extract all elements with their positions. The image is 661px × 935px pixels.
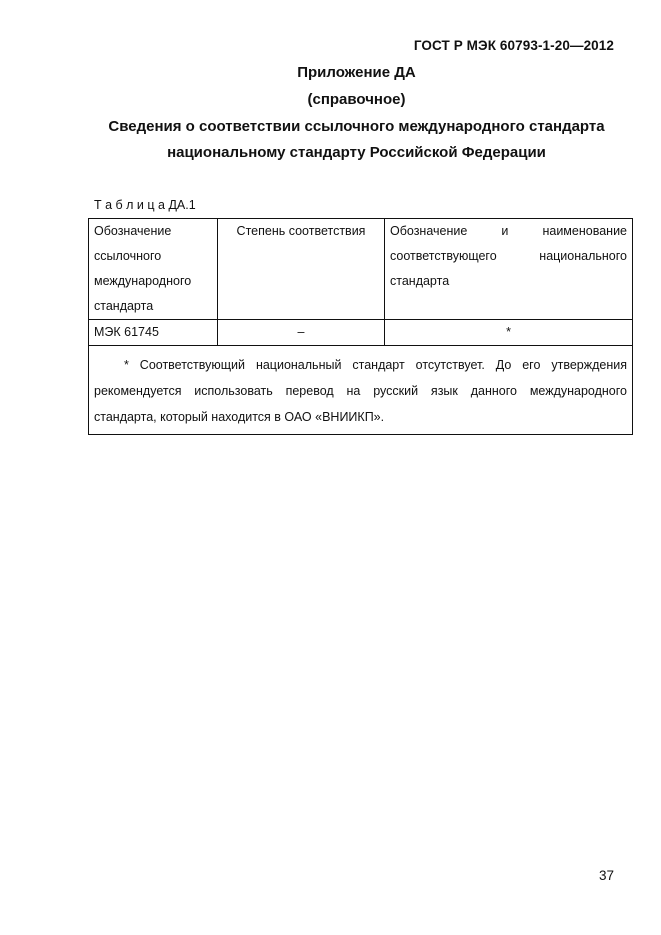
annex-heading-line-1: Сведения о соответствии ссылочного международного стандарта bbox=[108, 118, 605, 135]
cell-degree: – bbox=[218, 320, 385, 346]
column-header-national: Обозначение и наименование соответствующего национального стандарта bbox=[385, 219, 633, 320]
table-caption: Т а б л и ц а ДА.1 bbox=[94, 198, 196, 212]
table-footnote: * Соответствующий национальный стандарт отсутствует. До его утверждения рекомендуется использовать перевод на русский язык данного международного стандарта, который находится в ОАО «ВНИИКП». bbox=[89, 346, 633, 435]
cell-reference: МЭК 61745 bbox=[89, 320, 218, 346]
column-header-reference: Обозначение ссылочного международного стандарта bbox=[89, 219, 218, 320]
table-row bbox=[89, 320, 633, 346]
annex-status: (справочное) bbox=[307, 91, 406, 108]
cell-national: * bbox=[385, 320, 633, 346]
table-footnote-row bbox=[89, 346, 633, 435]
column-header-degree: Степень соответствия bbox=[218, 219, 385, 320]
annex-heading-line-2: национальному стандарту Российской Федерации bbox=[167, 144, 546, 161]
page-number: 37 bbox=[598, 868, 614, 883]
table-header-row bbox=[89, 219, 633, 320]
standard-code: ГОСТ Р МЭК 60793-1-20—2012 bbox=[413, 38, 614, 53]
correspondence-table bbox=[88, 218, 633, 435]
annex-title: Приложение ДА bbox=[297, 64, 416, 81]
